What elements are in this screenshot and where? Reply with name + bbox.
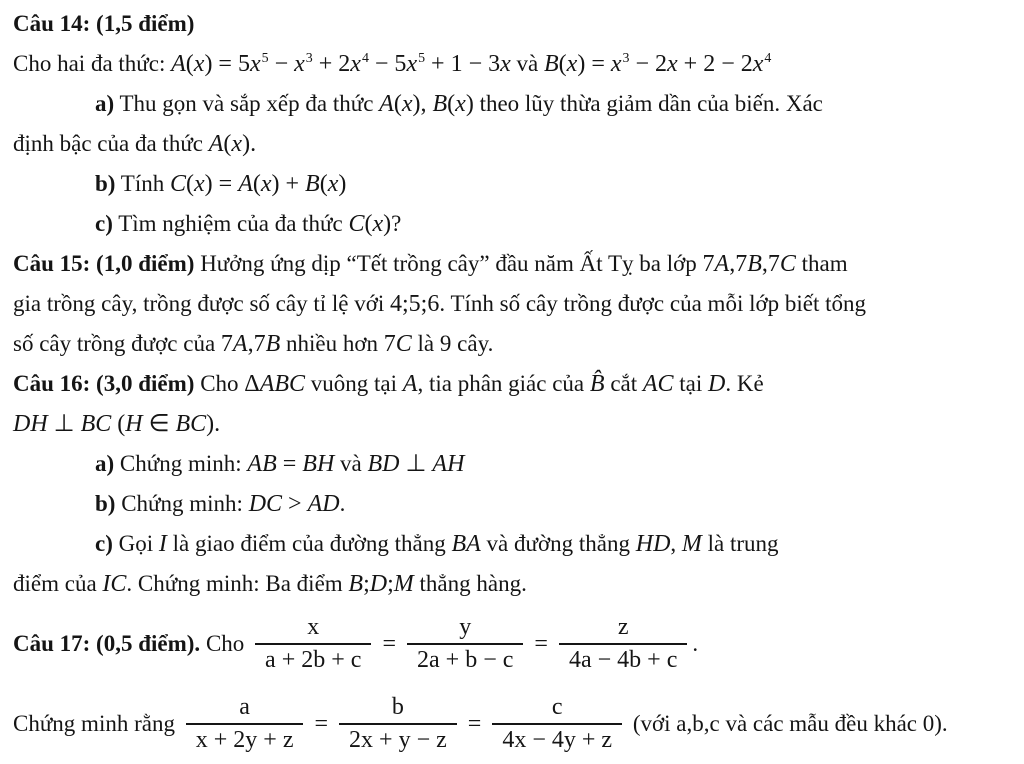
math-variable: A — [379, 91, 394, 117]
math-run — [221, 331, 280, 357]
exponent: 4 — [361, 51, 369, 66]
math-variable: x — [406, 51, 418, 77]
math-run — [451, 531, 480, 557]
text-run: định bậc của đa thức — [13, 131, 209, 156]
math-symbol: − — [268, 51, 295, 77]
math-run — [308, 711, 334, 737]
cau15-line3 — [13, 324, 1016, 364]
math-variable: y — [563, 726, 576, 753]
math-run — [348, 211, 391, 237]
math-run — [708, 371, 725, 397]
math-symbol: ⊥ — [399, 451, 433, 477]
math-symbol: ( — [186, 171, 194, 197]
math-variable: AD — [307, 491, 340, 517]
math-variable: x — [610, 51, 622, 77]
cau14-part-c — [13, 204, 1016, 244]
fraction-numerator — [186, 694, 304, 723]
math-run — [102, 571, 126, 597]
math-symbol: − 4 — [526, 726, 564, 753]
math-variable: B — [544, 51, 559, 77]
math-symbol: 4;5;6 — [390, 291, 440, 317]
math-symbol: ⊥ — [47, 411, 81, 437]
math-run — [636, 531, 671, 557]
cau16-part-b — [13, 484, 1016, 524]
math-symbol: + — [257, 726, 283, 753]
math-variable: x — [249, 51, 261, 77]
math-variable: ABC — [259, 371, 306, 397]
math-run — [13, 411, 220, 437]
text-run: Thu gọn và sắp xếp đa thức — [114, 91, 380, 116]
math-variable: y — [459, 613, 472, 640]
text-run: và đường thẳng — [480, 531, 636, 556]
exponent: 5 — [261, 51, 269, 66]
text-run: Cho — [194, 371, 245, 396]
math-run — [209, 131, 256, 157]
cau16-part-c-cont — [13, 564, 1016, 604]
cau17-line2 — [13, 684, 1016, 764]
math-variable: B — [305, 171, 320, 197]
text-run: . — [692, 631, 699, 656]
math-variable: A — [208, 131, 224, 157]
fraction-denominator — [339, 723, 457, 754]
math-symbol: = — [376, 631, 402, 657]
math-variable: C — [169, 171, 186, 197]
cau16-part-c — [13, 524, 1016, 564]
math-symbol: − 5 — [368, 51, 407, 77]
math-variable: B — [747, 251, 762, 277]
math-symbol: + 2 — [207, 726, 246, 753]
text-run: và — [510, 51, 544, 76]
math-symbol: ( — [252, 171, 261, 197]
text-run: điểm của — [13, 571, 103, 596]
fraction — [407, 614, 523, 674]
text-run: Chứng minh rằng — [13, 711, 181, 736]
math-symbol: 7 — [220, 331, 233, 357]
math-run — [244, 371, 305, 397]
math-symbol: ( — [319, 171, 328, 197]
text-run: vuông tại — [305, 371, 403, 396]
bold-run: b) — [95, 171, 116, 196]
math-variable: x — [752, 51, 764, 77]
math-run — [171, 51, 511, 77]
math-variable: BA — [451, 531, 481, 557]
math-variable: A — [171, 51, 186, 77]
text-run: là giao điểm của đường thẳng — [166, 531, 452, 556]
math-variable: x — [372, 211, 384, 237]
math-variable: I — [158, 531, 167, 557]
math-variable: z — [282, 726, 294, 753]
math-run — [376, 631, 402, 657]
text-run: . Tính số cây trồng được của mỗi lớp biết tổng — [439, 291, 867, 316]
math-variable: x — [401, 91, 413, 117]
math-run — [170, 171, 346, 197]
math-variable: A — [402, 371, 418, 397]
bold-run: c) — [95, 211, 113, 236]
math-variable: z — [601, 726, 613, 753]
math-variable: x — [566, 51, 578, 77]
math-symbol: 4 — [568, 646, 581, 673]
exponent: 3 — [305, 51, 313, 66]
math-variable: B — [432, 91, 448, 117]
math-symbol: ) = — [577, 51, 611, 77]
fraction-numerator — [559, 614, 687, 643]
math-variable: BH — [302, 451, 335, 477]
math-symbol: 4 — [502, 726, 515, 753]
text-run: Cho hai đa thức: — [13, 51, 172, 76]
math-variable: a — [239, 693, 250, 720]
math-symbol: + — [439, 646, 466, 673]
text-run: , tia phân giác của — [417, 371, 590, 396]
math-symbol: ) = — [204, 171, 239, 197]
text-run: , — [670, 531, 682, 556]
math-variable: C — [779, 251, 796, 277]
math-variable: z — [617, 613, 629, 640]
math-variable: DH — [13, 411, 48, 437]
math-variable: c — [666, 646, 678, 673]
math-run — [249, 491, 340, 517]
math-variable: DC — [248, 491, 283, 517]
math-symbol: Δ — [244, 371, 260, 397]
text-run: Tìm nghiệm của đa thức — [112, 211, 349, 236]
math-symbol: ) — [383, 211, 392, 237]
math-variable: b — [629, 646, 642, 673]
math-symbol: ) — [338, 171, 347, 197]
text-run: Cho — [200, 631, 251, 656]
text-run: thẳng hàng. — [413, 571, 527, 596]
math-symbol: > — [282, 491, 308, 517]
text-run: Hưởng ứng dịp “Tết trồng cây” đầu năm Ất Tỵ ba lớp — [194, 251, 703, 276]
fraction-numerator — [407, 614, 523, 643]
math-variable: x — [195, 726, 208, 753]
math-symbol: ( — [185, 51, 194, 77]
cau17-heading-line — [13, 604, 1016, 684]
fraction-denominator — [407, 643, 523, 674]
math-symbol: ,7 — [247, 331, 266, 357]
math-variable: AH — [432, 451, 465, 477]
math-variable: x — [327, 171, 339, 197]
math-variable: a — [265, 646, 276, 673]
cau14-part-b — [13, 164, 1016, 204]
math-symbol: = — [276, 451, 303, 477]
bold-run: Câu 15: (1,0 điểm) — [13, 251, 195, 276]
math-symbol: ; — [363, 571, 370, 597]
math-symbol: ,7 — [729, 251, 748, 277]
math-variable: y — [245, 726, 258, 753]
math-run — [590, 371, 605, 397]
math-symbol: 7 — [383, 331, 396, 357]
cau15-heading-line — [13, 244, 1016, 284]
math-symbol: + — [641, 646, 667, 673]
math-variable: x — [307, 613, 320, 640]
math-variable: D — [369, 571, 388, 597]
math-symbol: ( — [558, 51, 567, 77]
math-run — [544, 51, 771, 77]
fraction-denominator — [186, 723, 304, 754]
math-variable: b — [391, 693, 404, 720]
math-symbol: 7 — [702, 251, 715, 277]
cau15-line2 — [13, 284, 1016, 324]
bold-run: b) — [95, 491, 116, 516]
math-run — [368, 451, 465, 477]
math-variable: y — [398, 726, 411, 753]
math-symbol: + — [575, 726, 602, 753]
math-run — [528, 631, 554, 657]
cau14-intro — [13, 44, 1016, 84]
text-run: . Kẻ — [725, 371, 764, 396]
exponent: 5 — [418, 51, 426, 66]
text-run: Gọi — [112, 531, 159, 556]
math-symbol: ( — [223, 131, 232, 157]
math-variable: x — [500, 51, 511, 77]
math-variable: M — [681, 531, 702, 557]
math-variable: B — [348, 571, 364, 597]
text-run: ? — [391, 211, 402, 236]
fraction — [339, 694, 457, 754]
math-variable: x — [514, 726, 527, 753]
math-variable: x — [194, 171, 205, 197]
math-variable: x — [350, 51, 361, 77]
fraction-numerator — [339, 694, 457, 723]
math-variable: BD — [367, 451, 400, 477]
bold-run: Câu 17: (0,5 điểm). — [13, 631, 201, 656]
math-run — [462, 711, 488, 737]
fraction — [186, 694, 304, 754]
math-symbol: 2 — [416, 646, 429, 673]
math-variable: x — [193, 51, 205, 77]
math-symbol: ,7 — [761, 251, 780, 277]
math-run — [703, 251, 796, 277]
math-symbol: + — [325, 646, 351, 673]
text-run: Chứng minh: — [115, 491, 249, 516]
math-run — [390, 291, 439, 317]
math-run — [643, 371, 674, 397]
bold-run: Câu 16: (3,0 điểm) — [13, 371, 195, 396]
math-variable: BC — [80, 411, 112, 437]
math-symbol: ( — [111, 411, 126, 437]
math-variable: x — [231, 131, 243, 157]
bold-run: a) — [95, 91, 115, 116]
math-variable: IC — [102, 571, 127, 597]
math-variable: x — [361, 726, 374, 753]
cau14-part-a-cont — [13, 124, 1016, 164]
math-symbol: + 2 — [275, 646, 314, 673]
bold-run: c) — [95, 531, 113, 556]
math-variable: C — [348, 211, 365, 237]
math-variable: a — [580, 646, 592, 673]
math-symbol: + 2 — [312, 51, 351, 77]
text-run: tham — [795, 251, 848, 276]
exponent: 3 — [622, 51, 630, 66]
math-variable: AB — [247, 451, 277, 477]
text-run: . Chứng minh: Ba điểm — [126, 571, 349, 596]
text-run: Chứng minh: — [114, 451, 248, 476]
text-run: nhiều hơn — [280, 331, 384, 356]
math-symbol: ), — [412, 91, 433, 117]
math-run — [403, 371, 418, 397]
fraction-denominator — [255, 643, 371, 674]
math-symbol: 2 — [349, 726, 362, 753]
cau14-heading — [13, 4, 1016, 44]
fraction — [492, 694, 622, 754]
text-run: và — [334, 451, 368, 476]
math-variable: b — [313, 646, 326, 673]
math-variable: B̂ — [589, 371, 605, 397]
math-symbol: ) — [465, 91, 474, 117]
bold-run: a) — [95, 451, 115, 476]
math-symbol: ; — [387, 571, 394, 597]
math-symbol: ( — [447, 91, 456, 117]
math-symbol: − 4 — [591, 646, 630, 673]
math-symbol: ) = 5 — [204, 51, 250, 77]
bold-run: Câu 14: (1,5 điểm) — [13, 11, 195, 36]
math-variable: x — [260, 171, 272, 197]
text-run: số cây trồng được của — [13, 331, 221, 356]
math-symbol: − — [410, 726, 437, 753]
math-symbol: = — [461, 711, 488, 737]
text-run: (với a,b,c và các mẫu đều khác 0). — [627, 711, 948, 736]
math-symbol: ). — [206, 411, 221, 437]
math-variable: x — [667, 51, 678, 77]
math-variable: A — [232, 331, 248, 357]
math-symbol: ) + — [271, 171, 306, 197]
cau16-line2 — [13, 404, 1016, 444]
cau16-heading-line — [13, 364, 1016, 404]
text-run: là trung — [701, 531, 779, 556]
math-run — [159, 531, 167, 557]
fraction — [255, 614, 371, 674]
math-run — [247, 451, 334, 477]
math-run — [384, 331, 412, 357]
math-symbol: − 2 — [629, 51, 668, 77]
cau14-part-a — [13, 84, 1016, 124]
math-symbol: ). — [242, 131, 257, 157]
math-variable: B — [265, 331, 281, 357]
math-variable: C — [395, 331, 412, 357]
math-symbol: + 1 − 3 — [425, 51, 501, 77]
text-run: Tính — [115, 171, 170, 196]
math-variable: c — [551, 693, 563, 720]
text-run: gia trồng cây, trồng được số cây tỉ lệ với — [13, 291, 391, 316]
math-run — [682, 531, 702, 557]
text-run: tại — [673, 371, 709, 396]
exponent: 4 — [764, 51, 772, 66]
math-symbol: + — [373, 726, 399, 753]
math-variable: M — [393, 571, 414, 597]
math-variable: D — [708, 371, 726, 397]
cau16-part-a — [13, 444, 1016, 484]
fraction-numerator — [255, 614, 371, 643]
math-variable: HD — [635, 531, 671, 557]
math-variable: x — [294, 51, 305, 77]
math-variable: H — [125, 411, 143, 437]
math-variable: A — [714, 251, 730, 277]
text-run: theo lũy thừa giảm dần của biến. Xác — [473, 91, 823, 116]
fraction-denominator — [559, 643, 687, 674]
math-variable: z — [436, 726, 447, 753]
math-variable: A — [238, 171, 253, 197]
fraction-numerator — [492, 694, 622, 723]
math-symbol: + 2 − 2 — [677, 51, 753, 77]
math-variable: AC — [642, 371, 674, 397]
math-variable: a — [428, 646, 440, 673]
math-symbol: = — [528, 631, 554, 657]
math-symbol: = — [308, 711, 335, 737]
fraction-denominator — [492, 723, 622, 754]
text-run: là 9 cây. — [411, 331, 494, 356]
math-variable: x — [455, 91, 466, 117]
math-variable: c — [350, 646, 362, 673]
math-symbol: ∈ — [142, 411, 176, 437]
math-variable: BC — [175, 411, 207, 437]
math-symbol: ( — [364, 211, 373, 237]
math-variable: c — [502, 646, 514, 673]
text-run: cắt — [604, 371, 643, 396]
math-symbol: − — [477, 646, 503, 673]
math-symbol: ( — [393, 91, 402, 117]
math-run — [348, 571, 413, 597]
math-run — [379, 91, 474, 117]
fraction — [559, 614, 687, 674]
text-run: . — [339, 491, 346, 516]
math-variable: b — [465, 646, 478, 673]
